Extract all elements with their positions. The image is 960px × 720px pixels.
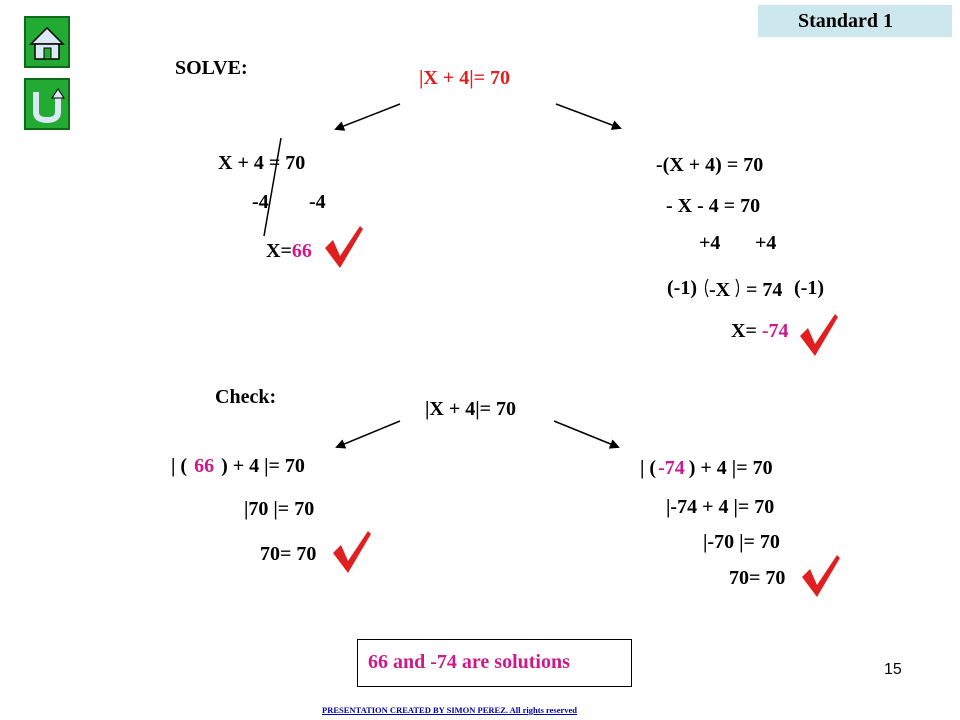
negx-bracket-right <box>736 279 739 297</box>
check-left-close: ) + 4 |= 70 <box>221 455 305 477</box>
solve-right-line1: -(X + 4) = 70 <box>656 154 764 176</box>
solve-right-result-prefix: X= <box>731 320 757 342</box>
solve-heading: SOLVE: <box>175 57 248 79</box>
check-left-line2: |70 |= 70 <box>244 498 315 520</box>
check-left-open: | ( <box>171 455 188 477</box>
conclusion-text: 66 and -74 are solutions <box>368 651 570 673</box>
check-mark-icon <box>800 314 838 356</box>
check-heading: Check: <box>215 386 277 408</box>
solve-right-multiplier-left: (-1) <box>667 277 697 299</box>
negx-bracket-left <box>706 279 709 297</box>
solve-left-divider-line <box>264 138 281 236</box>
check-right-line4: 70= 70 <box>729 567 786 589</box>
check-mark-icon <box>333 531 371 573</box>
solve-left-arrow <box>336 104 400 129</box>
check-right-close: ) + 4 |= 70 <box>688 457 773 479</box>
check-right-open: | ( <box>640 457 657 479</box>
check-equation: |X + 4|= 70 <box>425 398 517 420</box>
solve-left-line1: X + 4 = 70 <box>218 152 306 174</box>
solve-right-negx: -X <box>709 279 731 301</box>
solve-right-add-b: +4 <box>755 232 777 254</box>
check-right-line3: |-70 |= 70 <box>703 531 780 553</box>
solve-left-result-prefix: X= <box>266 240 292 262</box>
check-right-line2: |-74 + 4 |= 70 <box>666 496 775 518</box>
solve-right-line2: - X - 4 = 70 <box>666 195 761 217</box>
solve-right-line4-eq: = 74 <box>746 279 783 301</box>
solve-right-result-value: -74 <box>761 320 789 342</box>
solve-right-arrow <box>556 104 620 128</box>
check-mark-icon <box>325 226 363 268</box>
check-mark-icon <box>802 555 840 597</box>
page-number: 15 <box>884 661 902 678</box>
solve-right-multiplier-right: (-1) <box>794 277 824 299</box>
check-right-value: -74 <box>658 457 685 479</box>
footer-link[interactable]: PRESENTATION CREATED BY SIMON PEREZ. All rights reserved <box>322 705 578 715</box>
solve-left-subtract-b: -4 <box>309 191 326 213</box>
check-right-arrow <box>554 421 618 447</box>
check-left-arrow <box>337 421 400 447</box>
solve-equation: |X + 4|= 70 <box>419 67 511 89</box>
check-left-value: 66 <box>194 455 215 477</box>
solve-left-result-value: 66 <box>291 240 312 262</box>
solve-left-subtract-a: -4 <box>252 191 269 213</box>
check-left-line3: 70= 70 <box>260 543 317 565</box>
standard-label: Standard 1 <box>798 10 894 32</box>
solve-right-add-a: +4 <box>699 232 721 254</box>
